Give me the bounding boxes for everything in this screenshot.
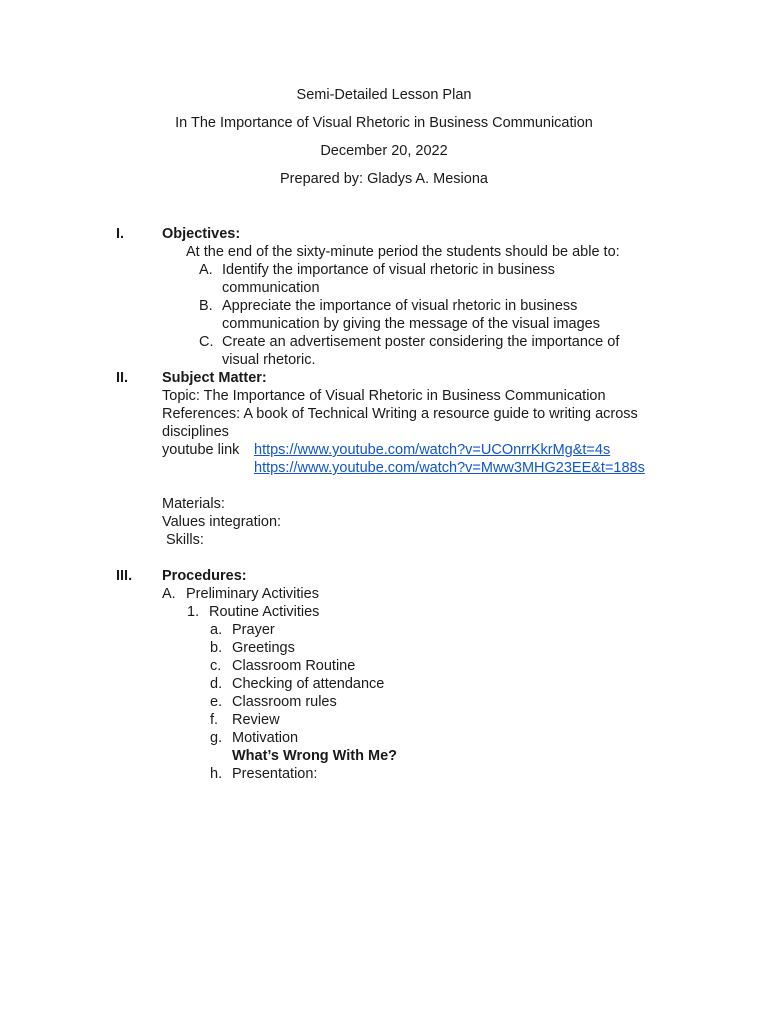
list-item: Greetings: [232, 640, 295, 656]
list-item: Classroom Routine: [232, 658, 356, 674]
document-date: December 20, 2022: [320, 143, 448, 159]
references-line: References: A book of Technical Writing a resource guide to writing across: [162, 406, 638, 422]
values-integration-label: Values integration:: [162, 514, 282, 530]
procedures-heading: Procedures:: [162, 568, 247, 584]
youtube-link-1[interactable]: https://www.youtube.com/watch?v=UCOnrrKkrMg&t=4s: [254, 442, 611, 458]
list-marker: h.: [210, 766, 223, 782]
objectives-intro: At the end of the sixty-minute period the students should be able to:: [186, 244, 620, 260]
list-item: Review: [232, 712, 280, 728]
objective-marker: C.: [199, 334, 214, 350]
objective-text: Identify the importance of visual rhetoric in business: [222, 262, 555, 278]
routine-marker: 1.: [187, 604, 200, 620]
section-numeral-procedures: III.: [116, 568, 133, 584]
list-marker: b.: [210, 640, 223, 656]
list-item: Checking of attendance: [232, 676, 385, 692]
list-item: Motivation: [232, 730, 299, 746]
document-subtitle: In The Importance of Visual Rhetoric in Business Communication: [175, 115, 593, 131]
skills-label: Skills:: [166, 532, 204, 548]
objective-marker: A.: [199, 262, 213, 278]
objective-text-cont: communication by giving the message of the visual images: [222, 316, 600, 332]
objectives-heading: Objectives:: [162, 226, 241, 242]
list-marker: g.: [210, 730, 223, 746]
preliminary-activities: Preliminary Activities: [186, 586, 319, 602]
list-marker: d.: [210, 676, 223, 692]
prepared-by: Prepared by: Gladys A. Mesiona: [280, 171, 488, 187]
list-marker: f.: [210, 712, 219, 728]
objective-text: Create an advertisement poster considering the importance of: [222, 334, 620, 350]
routine-activities: Routine Activities: [209, 604, 320, 620]
objective-text-cont: visual rhetoric.: [222, 352, 316, 368]
preliminary-marker: A.: [162, 586, 176, 602]
topic-line: Topic: The Importance of Visual Rhetoric in Business Communication: [162, 388, 606, 404]
materials-label: Materials:: [162, 496, 225, 512]
section-numeral-subject-matter: II.: [116, 370, 129, 386]
list-item: Classroom rules: [232, 694, 337, 710]
list-marker: e.: [210, 694, 223, 710]
list-marker: c.: [210, 658, 222, 674]
motivation-title: What’s Wrong With Me?: [232, 748, 397, 764]
section-numeral-objectives: I.: [116, 226, 125, 242]
list-marker: a.: [210, 622, 223, 638]
subject-matter-heading: Subject Matter:: [162, 370, 267, 386]
youtube-label: youtube link: [162, 442, 240, 458]
objective-text-cont: communication: [222, 280, 320, 296]
presentation-label: Presentation:: [232, 766, 318, 782]
youtube-link-2[interactable]: https://www.youtube.com/watch?v=Mww3MHG23EE&t=188s: [254, 460, 645, 476]
list-item: Prayer: [232, 622, 275, 638]
objective-marker: B.: [199, 298, 213, 314]
objective-text: Appreciate the importance of visual rhetoric in business: [222, 298, 578, 314]
document-title: Semi-Detailed Lesson Plan: [296, 87, 472, 103]
references-line-cont: disciplines: [162, 424, 229, 440]
